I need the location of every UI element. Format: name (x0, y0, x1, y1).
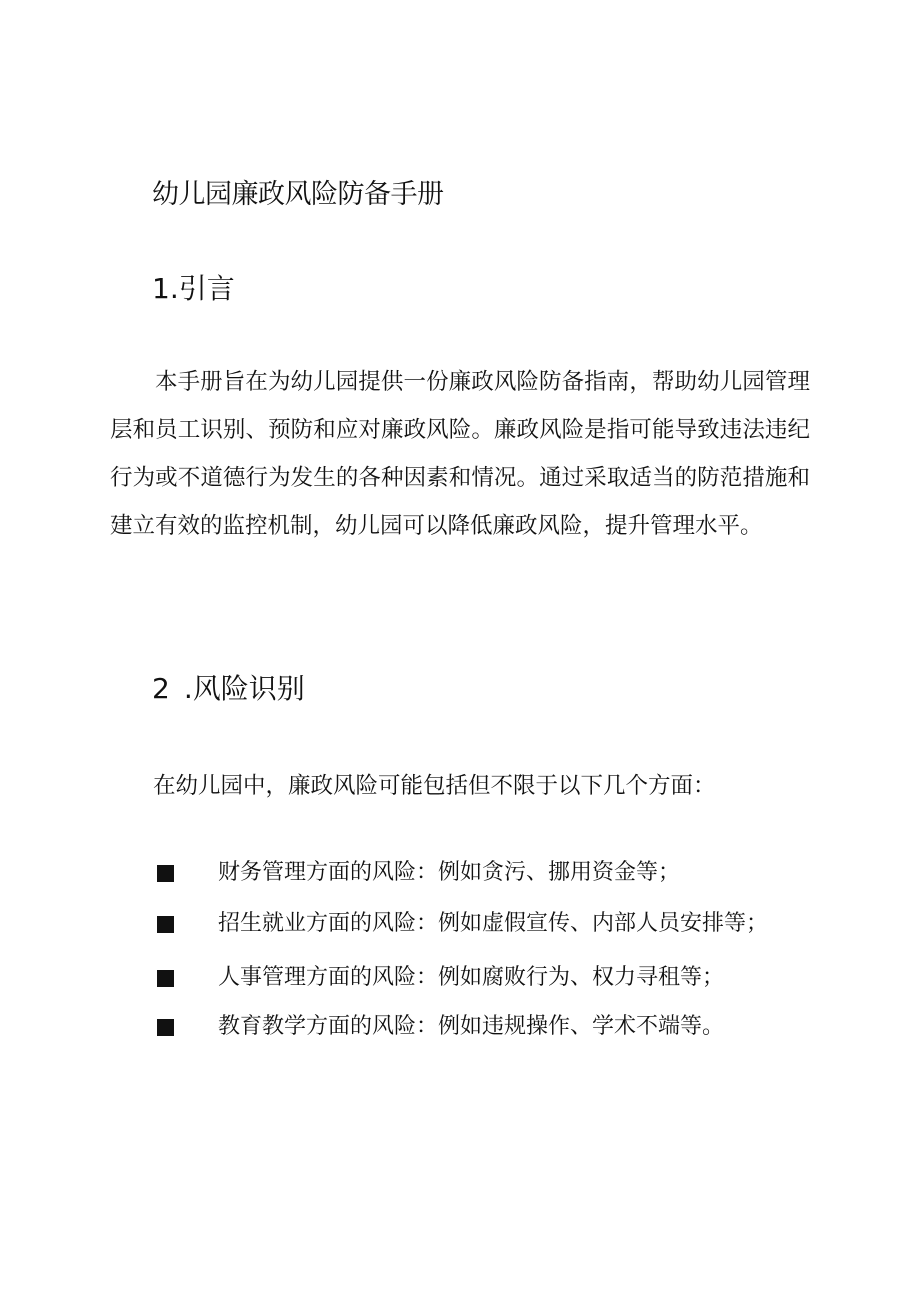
section-heading-risk-identification (152, 667, 305, 707)
black-square-icon (157, 916, 174, 933)
section-number: 2 (152, 672, 170, 705)
list-item-text: 财务管理方面的风险：例如贪污、挪用资金等； (218, 860, 681, 885)
black-square-icon (157, 865, 174, 882)
section-heading-introduction: 1.引言 (152, 272, 235, 305)
risk-lead-paragraph: 在幼儿园中，廉政风险可能包括但不限于以下几个方面： (153, 773, 716, 799)
document-title: 幼儿园廉政风险防备手册 (152, 179, 444, 210)
list-item-text: 教育教学方面的风险：例如违规操作、学术不端等。 (218, 1014, 725, 1039)
introduction-paragraph: 本手册旨在为幼儿园提供一份廉政风险防备指南，帮助幼儿园管理层和员工识别、预防和应对廉政风险。廉政风险是指可能导致违法违纪行为或不道德行为发生的各种因素和情况。通过采取适当的防范措施和建立有效的监控机制，幼儿园可以降低廉政风险，提升管理水平。 (110, 369, 810, 539)
black-square-icon (157, 1019, 174, 1036)
list-item-text: 招生就业方面的风险：例如虚假宣传、内部人员安排等； (218, 911, 769, 936)
black-square-icon (157, 970, 174, 987)
list-item-text: 人事管理方面的风险：例如腐败行为、权力寻租等； (218, 965, 725, 990)
section-heading-text: .风险识别 (183, 672, 305, 705)
